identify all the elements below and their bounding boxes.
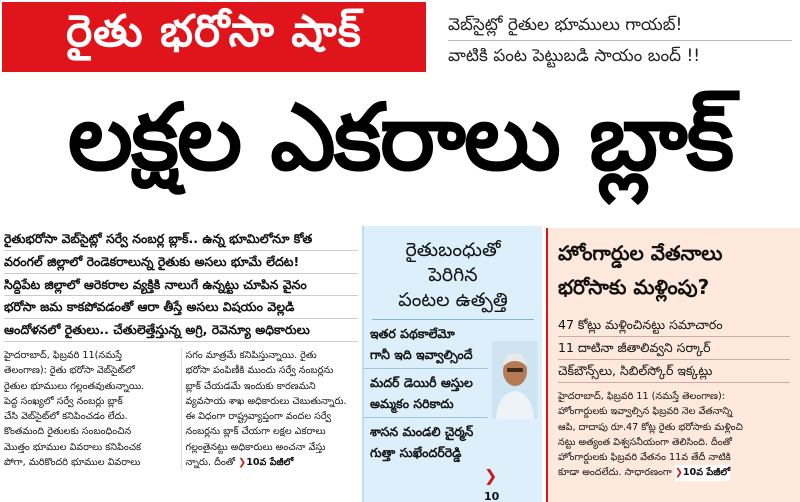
- story-column-1: [0, 348, 181, 470]
- body-line: పెద్ద సంఖ్యలో సర్వే నంబర్లు బ్లాక్: [4, 395, 123, 407]
- continued-label: 10వ పేజీలో: [682, 467, 731, 479]
- side-heading-line: భరోసాకు మళ్లింపు?: [558, 275, 710, 299]
- body-line: హోంగార్డులకు ఇవ్వాల్సిన ఫిబ్రవరి నెల వేతనాన్ని: [558, 406, 733, 418]
- main-headline: [0, 74, 800, 224]
- continue-arrow-icon: ❯: [674, 467, 683, 479]
- body-line: వ్యవసాయ శాఖ అధికారులు చెబుతున్నారు.: [185, 395, 347, 407]
- body-line-end: కూడా అందలేదు. సాధారణంగా: [558, 467, 672, 479]
- lead-line: ఆందోళనలో రైతులు.. చేతులెత్తేస్తున్న అగ్రి, రెవెన్యూ అధికారులు: [4, 319, 358, 342]
- box-item-line: గానీ ఇది ఇవ్వాల్సిందే: [370, 347, 473, 362]
- box-item: [364, 418, 488, 466]
- box-heading-line: పెరిగిన: [428, 264, 478, 286]
- lead-line: భరోసా జమ కాకపోవడంతో ఆరా తీస్తే అసలు విషయం వెల్లడి: [4, 296, 358, 319]
- body-line-end: న్నారు. దీంతో: [185, 457, 236, 469]
- box-item-line: [370, 442, 482, 463]
- box-item-line: అమ్మకం సరికాదు: [370, 396, 454, 411]
- body-line: హోంగార్డులకు ఫిబ్రవరి వేతనం 11వ తేదీ నాటికి: [558, 452, 731, 464]
- continued-link[interactable]: [238, 455, 293, 470]
- body-line: పోగా, మరికొందరి భూముల వివరాలు: [4, 457, 141, 469]
- box-item-line: శాసన మండలి చైర్మన్: [370, 424, 474, 439]
- kicker-text: రైతు భరోసా షాక్: [66, 6, 362, 57]
- body-line: తెలంగాణ): రైతు భరోసా వెబ్‌సైట్‌లో: [4, 365, 135, 377]
- lead-story: [0, 228, 362, 502]
- body-line: భరోసా పంపిణీకి ముందు సర్వే నంబర్లను: [185, 365, 334, 377]
- body-line: కొంతమంది రైతులకు సంబంధించిన: [4, 426, 132, 438]
- body-line: బ్లాక్ చేయడమే ఇందుకు కారణమని: [185, 380, 316, 392]
- side-story-heading: [558, 236, 790, 304]
- continued-label: 10వ పేజీలో: [246, 457, 294, 469]
- side-story-box: [548, 228, 800, 502]
- sub-deck-line: వాటికి పంట పెట్టుబడి సాయం బంద్ !!: [448, 46, 701, 66]
- body-line: సగం మాత్రమే కనిపిస్తున్నాయి. రైతు: [185, 349, 317, 361]
- box-item: [364, 369, 488, 418]
- body-line: ఈ విధంగా రాష్ట్రవ్యాప్తంగా వందల సర్వే: [185, 411, 331, 423]
- lead-line: రైతుభరోసా వెబ్‌సైట్లో సర్వే నంబర్ల బ్లాక్.. ఉన్న భూమిలోనూ కోత: [4, 228, 358, 251]
- page-ref-number: 10: [484, 490, 500, 502]
- box-heading-line: పంటల ఉత్పత్తి: [398, 289, 508, 311]
- person-portrait-icon: [492, 341, 538, 419]
- kicker-banner: [2, 2, 426, 72]
- continue-arrow-icon: ❯: [238, 457, 247, 469]
- continued-link[interactable]: [675, 465, 730, 480]
- side-lead-line: చెక్‌బౌన్స్‌లు, సిబిల్‌స్కోర్ ఇక్కట్లు: [558, 360, 790, 383]
- sidebar-story-box: [362, 226, 542, 502]
- sub-deck: [430, 4, 798, 70]
- side-heading-line: హోంగార్డుల వేతనాలు: [558, 241, 723, 265]
- side-lead-line: 47 కోట్లు మళ్లించినట్టు సమాచారం: [558, 314, 790, 337]
- box-item-line: ఇతర పథకాలేమో: [370, 326, 455, 341]
- box-item-line: మదర్ డెయిరీ ఆస్తుల: [370, 375, 473, 390]
- body-line: హైదరాబాద్, ఫిబ్రవరి 11(నమస్తే: [4, 349, 122, 361]
- box-heading: [372, 226, 534, 320]
- lead-line: వరంగల్ జిల్లాలో రెండెకరాలున్న రైతుకు అసలు భూమే లేదట!: [4, 251, 358, 274]
- body-line: మొత్తం భూముల వివరాలు కనిపించక: [4, 441, 142, 453]
- box-heading-line: రైతుబంధుతో: [405, 239, 501, 261]
- side-lead-line: 11 దాటినా జీతాలివ్వని సర్కార్: [558, 337, 790, 360]
- body-line: రైతుల భూములు గల్లంతవుతున్నాయి.: [4, 380, 145, 392]
- body-line: ఆపి, దాదాపు రూ.47 కోట్ల రైతు భరోసాకు మళ్లించి: [558, 421, 743, 433]
- body-line: హైదరాబాద్, ఫిబ్రవరి 11 (నమస్తే తెలంగాణ):: [558, 391, 725, 402]
- story-body: [0, 348, 362, 470]
- body-line: నంబర్లను బ్లాక్ చేయగా లక్షల ఎకరాలు: [185, 426, 326, 438]
- page-ref-arrow-icon: ❯: [484, 466, 498, 485]
- portrait-photo: [492, 341, 538, 419]
- sub-deck-line: వెబ్‌సైట్లో రైతుల భూములు గాయబ్!: [448, 10, 792, 41]
- side-story-body: [558, 389, 790, 481]
- body-line: నట్టు అత్యంత విశ్వసనీయంగా తెలిసింది. దీంతో: [558, 436, 732, 448]
- lead-line: సిద్దిపేట జిల్లాలో ఆరెకరాల వ్యక్తికి నాలుగే ఉన్నట్టు చూపిన వైనం: [4, 274, 358, 297]
- body-line: [186, 455, 359, 470]
- body-line: చేసి వెబ్‌సైట్‌లో కనిపించడం లేదు.: [4, 411, 128, 423]
- story-column-2: [181, 348, 363, 470]
- box-item: [364, 320, 488, 369]
- box-item-line-text: గుత్తా సుఖేందర్‌రెడ్డి: [370, 445, 462, 460]
- headline-text: లక్షల ఎకరాలు బ్లాక్: [67, 84, 733, 191]
- body-line: గల్లంతైనట్టు అధికారులు అంచనా వేస్తు: [185, 441, 326, 453]
- body-line: [558, 465, 790, 480]
- page-ref[interactable]: [364, 466, 500, 502]
